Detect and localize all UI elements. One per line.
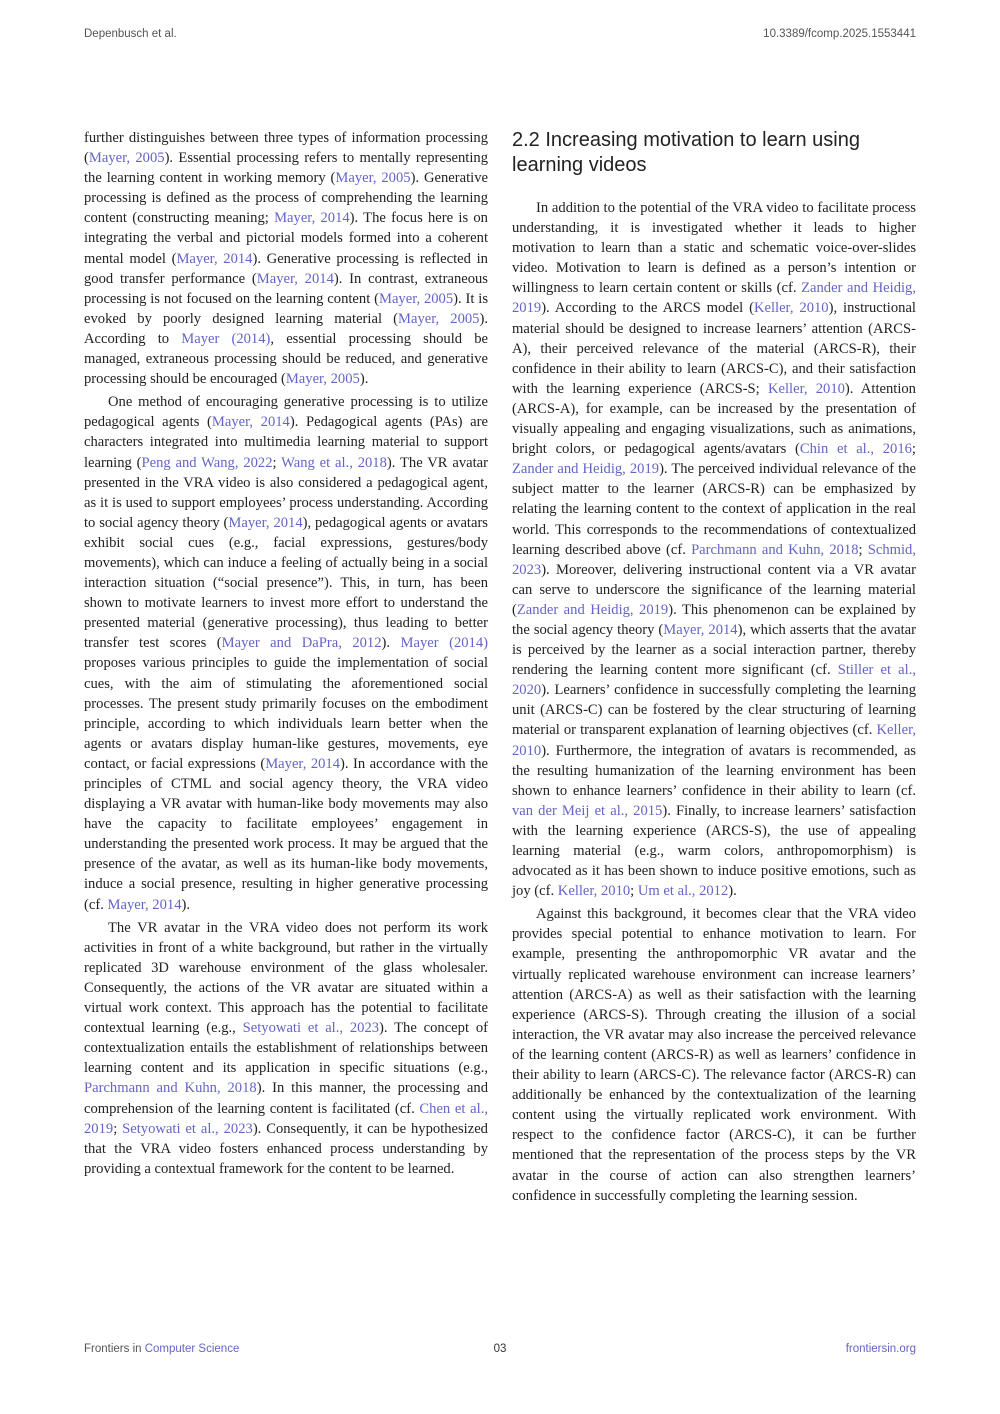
text-run: ). In this manner, the processing and comprehension of the learning content is facilitated (cf. (84, 1080, 489, 1117)
text-run: ). In contrast, extraneous processing is not focused on the learning content ( (84, 270, 488, 307)
text-run: ), pedagogical agents or avatars exhibit social cues (e.g., facial expressions, gestures/body movements), which can induce a feeling of actually being in a social interaction situation (“social presence”). This, in turn, has been shown to motivate learners to invest more effort to understand the presented material (generative processing), thus leading to better transfer test scores ( (84, 514, 488, 652)
citation-link[interactable]: Um et al., 2012 (637, 883, 729, 900)
right-column (512, 128, 916, 1209)
text-run: ). Moreover, delivering instructional content via a VR avatar can serve to underscore the significance of the learning material ( (512, 561, 916, 618)
text-run: ). Finally, to increase learners’ satisfaction with the learning experience (ARCS-S), the use of appealing learning material (e.g., warm colors, anthropomorphism) is advocated as it has been shown to induce positive emotions, such as joy (cf. (512, 802, 916, 900)
citation-link[interactable]: Zander and Heidig, 2019 (512, 280, 916, 317)
citation-link[interactable]: Parchmann and Kuhn, 2018 (691, 541, 859, 558)
citation-link[interactable]: Mayer, 2005 (88, 150, 165, 167)
citation-link[interactable]: Parchmann and Kuhn, 2018 (84, 1080, 257, 1097)
text-run: ). Essential processing refers to mentally representing the learning content in working memory ( (84, 150, 488, 187)
text-run: ). Consequently, it can be hypothesized that the VRA video fosters enhanced process understanding by providing a contextual framework for the content to be learned. (84, 1120, 488, 1177)
citation-link[interactable]: Setyowati et al., 2023 (242, 1020, 380, 1037)
text-run: ), instructional material should be designed to increase learners’ attention (ARCS-A), their perceived relevance of the material (ARCS-R), their confidence in their ability to learn (ARCS-C), and their satisfaction with the learning experience (ARCS-S; (512, 300, 916, 397)
citation-link[interactable]: Zander and Heidig, 2019 (516, 601, 669, 618)
text-run: ). (728, 883, 737, 900)
text-run: ). The concept of contextualization entails the establishment of relationships between learning content and its application in specific situations (e.g., (84, 1020, 488, 1077)
citation-link[interactable]: Keller, 2010 (753, 300, 829, 317)
citation-link[interactable]: van der Meij et al., 2015 (512, 802, 663, 819)
citation-link[interactable]: Setyowati et al., 2023 (122, 1120, 253, 1137)
citation-link[interactable]: Mayer, 2014 (107, 896, 182, 913)
citation-link[interactable]: Mayer (2014) (400, 635, 488, 652)
footer-website-link[interactable]: frontiersin.org (845, 1343, 916, 1355)
citation-link[interactable]: Mayer, 2014 (176, 250, 253, 267)
citation-link[interactable]: Zander and Heidig, 2019 (512, 461, 660, 478)
text-run: ; (911, 441, 916, 458)
citation-link[interactable]: Schmid, 2023 (512, 541, 916, 578)
citation-link[interactable]: Mayer and DaPra, 2012 (221, 635, 382, 652)
text-run: ). (359, 371, 369, 388)
text-run: Against this background, it becomes clear that the VRA video provides special potential to enhance motivation to learn. For example, presenting the anthropomorphic VR avatar and the virtually replicated warehouse environment can increase learners’ attention (ARCS-A) as well as their satisfaction with the learning experience (ARCS-S). Through creating the illusion of a social interaction, the VR avatar may also increase the perceived relevance of the learning content (ARCS-R) as well as learners’ confidence in their ability to learn (ARCS-C). The relevance factor (ARCS-R) can additionally be enhanced by the contextualization of the learning content using the virtually replicated work environment. With respect to the confidence factor (ARCS-C), it can be further mentioned that the representation of the process steps by the VR avatar in the course of action can also strengthen learners’ confidence in successfully completing the learning session. (512, 906, 916, 1204)
citation-link[interactable]: Mayer, 2005 (335, 170, 411, 187)
text-run: ). (381, 635, 401, 652)
citation-link[interactable]: Stiller et al., 2020 (512, 662, 916, 699)
citation-link[interactable]: Mayer, 2014 (265, 755, 341, 772)
text-run: ). Attention (ARCS-A), for example, can be increased by the presentation of visually appealing and engaging visualizations, such as animations, bright colors, or pedagogical agents/avatars ( (512, 380, 916, 458)
citation-link[interactable]: Mayer (2014) (181, 330, 271, 347)
text-run: ). According to the ARCS model ( (541, 300, 754, 317)
text-run: In addition to the potential of the VRA video to facilitate process understanding, it is investigated whether it leads to higher motivation to learn than a static and schematic voice-over-slides video. Motivation to learn is defined as a person’s intention or willingness to learn certain content or skills (cf. (512, 200, 916, 297)
text-run: ). It is evoked by poorly designed learning material ( (84, 290, 488, 327)
text-run: ). Furthermore, the integration of avatars is recommended, as the resulting humanization of the learning environment has been shown to enhance learners’ confidence in their ability to learn (cf. (512, 742, 916, 799)
footer-journal-name-link[interactable]: Computer Science (144, 1343, 240, 1355)
citation-link[interactable]: Mayer, 2005 (378, 290, 454, 307)
text-run: The VR avatar in the VRA video does not perform its work activities in front of a white background, but rather in the virtually replicated 3D warehouse environment of the glass wholesaler. Consequently, the actions of the VR avatar are situated within a virtual work context. This approach has the potential to facilitate contextual learning (e.g., (84, 919, 488, 1037)
text-run: ). Pedagogical agents (PAs) are characters integrated into multimedia learning material to support learning ( (84, 414, 488, 471)
left-column (84, 128, 488, 1182)
paragraph (512, 198, 916, 901)
text-run: ). In accordance with the principles of CTML and social agency theory, the VRA video displaying a VR avatar with human-like body movements may also have the capacity to facilitate employees’ engagement in understanding the presented work process. It may be argued that the presence of the avatar, as well as its human-like body movements, induce a social presence, resulting in higher generative processing (cf. (84, 755, 488, 913)
paragraph (512, 904, 916, 1205)
citation-link[interactable]: Keller, 2010 (512, 722, 916, 759)
text-run: ; (630, 883, 638, 900)
text-run: proposes various principles to guide the implementation of social cues, with the aim of stimulating the aforementioned social processes. The present study primarily focuses on the embodiment principle, according to which individuals learn better when the agents or avatars display human-like gestures, movements, eye contact, or facial expressions ( (84, 655, 488, 772)
paragraph (84, 918, 488, 1179)
citation-link[interactable]: Chin et al., 2016 (799, 441, 912, 458)
section-heading: 2.2 Increasing motivation to learn using learning videos (512, 129, 860, 176)
citation-link[interactable]: Peng and Wang, 2022 (141, 454, 273, 471)
text-run: ), which asserts that the avatar is perceived by the learner as a social interaction partner, thereby rendering the learning content more significant (cf. (512, 621, 916, 679)
running-header-authors: Depenbusch et al. (84, 28, 177, 40)
citation-link[interactable]: Mayer, 2005 (398, 310, 480, 327)
citation-link[interactable]: Keller, 2010 (557, 883, 631, 900)
text-run: ; (858, 541, 868, 558)
text-run: ). Generative processing is reflected in good transfer performance ( (84, 250, 488, 287)
citation-link[interactable]: Keller, 2010 (767, 380, 845, 397)
citation-link[interactable]: Mayer, 2014 (663, 621, 738, 638)
text-run: , essential processing should be managed, extraneous processing should be reduced, and generative processing should be encouraged ( (84, 330, 489, 388)
text-run: further distinguishes between three types of information processing ( (84, 130, 488, 167)
text-run: One method of encouraging generative processing is to utilize pedagogical agents ( (84, 394, 488, 431)
paragraph (84, 392, 488, 914)
text-run: ). (181, 896, 191, 913)
citation-link[interactable]: Mayer, 2014 (228, 514, 303, 531)
text-run: ). This phenomenon can be explained by the social agency theory ( (512, 601, 916, 638)
text-run: ). The perceived individual relevance of the subject matter to the learner (ARCS-R) can be emphasized by relating the learning content to the context of application in the real world. This corresponds to the recommendations of contextualized learning described above (cf. (512, 461, 916, 558)
citation-link[interactable]: Wang et al., 2018 (281, 454, 387, 471)
page-number: 03 (493, 1343, 507, 1355)
text-run: ). According to (84, 310, 488, 347)
text-run: ). The VR avatar presented in the VRA video is also considered a pedagogical agent, as it is used to support employees’ process understanding. According to social agency theory ( (84, 454, 488, 531)
citation-link[interactable]: Mayer, 2014 (211, 414, 290, 431)
citation-link[interactable]: Mayer, 2014 (256, 270, 334, 287)
footer-journal-prefix: Frontiers in (84, 1343, 142, 1355)
citation-link[interactable]: Mayer, 2005 (285, 371, 360, 388)
text-run: ). The focus here is on integrating the verbal and pictorial models formed into a coherent mental model ( (84, 210, 488, 267)
citation-link[interactable]: Mayer, 2014 (274, 210, 350, 227)
running-header-doi: 10.3389/fcomp.2025.1553441 (763, 28, 916, 40)
text-run: ; (113, 1120, 123, 1137)
paragraph (84, 128, 488, 389)
text-run: ). Learners’ confidence in successfully completing the learning unit (ARCS-C) can be fostered by the clear structuring of learning material or transparent explanation of learning objectives (cf. (512, 682, 916, 739)
citation-link[interactable]: Chen et al., 2019 (84, 1100, 488, 1137)
text-run: ). Generative processing is defined as the process of comprehending the learning content (constructing meaning; (84, 170, 488, 227)
text-run: ; (272, 454, 282, 471)
